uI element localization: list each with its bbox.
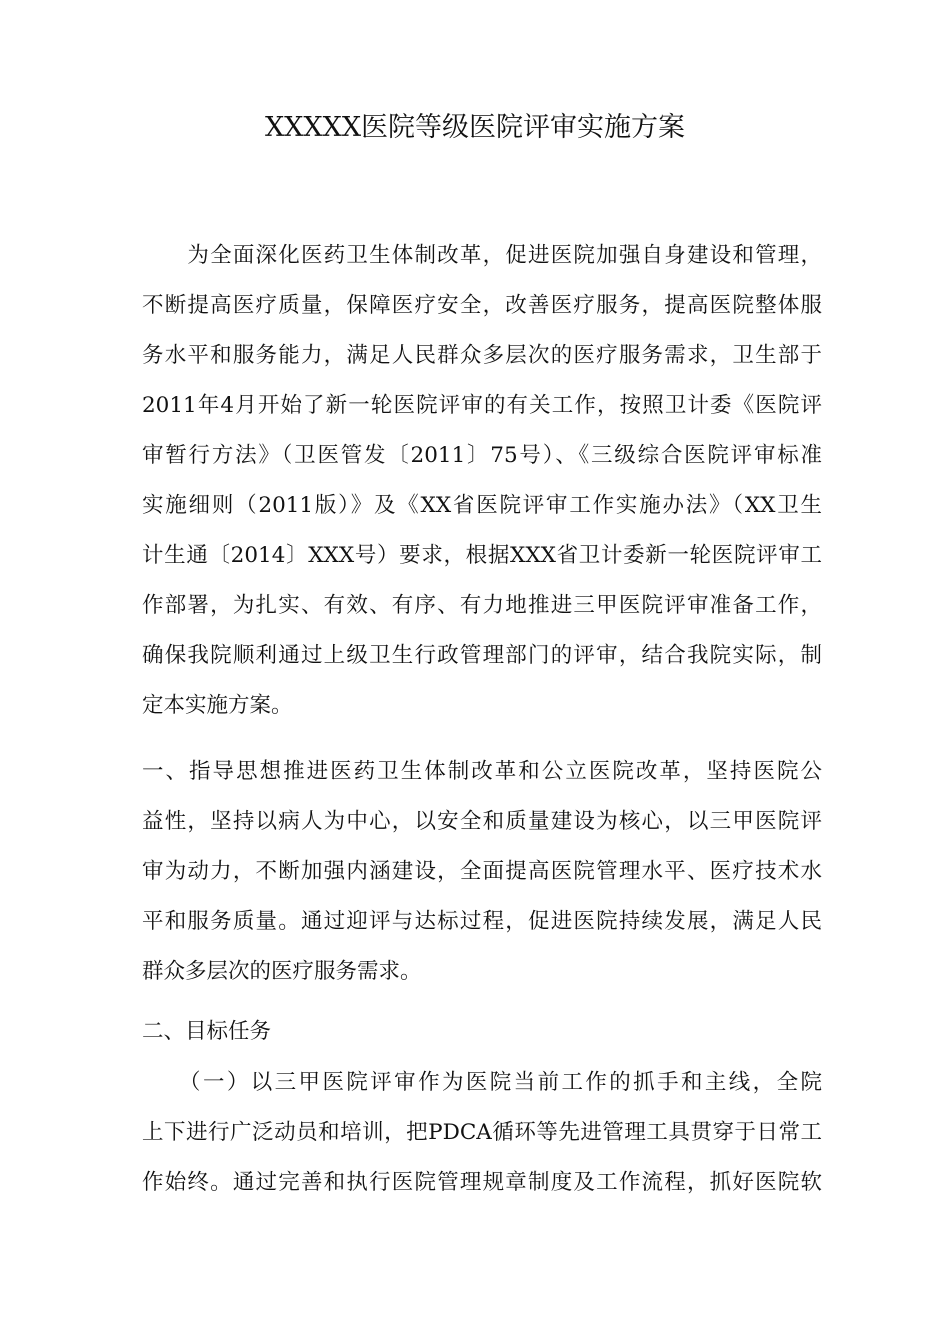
intro-line: 实施细则（2011版）》及《XX省医院评审工作实施办法》（XX卫生 <box>142 493 822 518</box>
section1-line: 一、指导思想推进医药卫生体制改革和公立医院改革，坚持医院公 <box>142 759 822 784</box>
section2-line: 上下进行广泛动员和培训，把PDCA循环等先进管理工具贯穿于日常工 <box>142 1120 822 1145</box>
section1-line: 审为动力，不断加强内涵建设，全面提高医院管理水平、医疗技术水 <box>142 859 822 884</box>
intro-line: 确保我院顺利通过上级卫生行政管理部门的评审，结合我院实际，制 <box>142 643 822 668</box>
section2-line: （一）以三甲医院评审作为医院当前工作的抓手和主线，全院 <box>142 1070 822 1095</box>
intro-line: 作部署，为扎实、有效、有序、有力地推进三甲医院评审准备工作， <box>142 593 822 618</box>
intro-line: 2011年4月开始了新一轮医院评审的有关工作，按照卫计委《医院评 <box>142 393 822 418</box>
section1-line: 益性，坚持以病人为中心，以安全和质量建设为核心，以三甲医院评 <box>142 809 822 834</box>
intro-line: 不断提高医疗质量，保障医疗安全，改善医疗服务，提高医院整体服 <box>142 293 822 318</box>
section2-heading: 二、目标任务 <box>142 1019 272 1044</box>
intro-line: 务水平和服务能力，满足人民群众多层次的医疗服务需求，卫生部于 <box>142 343 822 368</box>
section2-line: 作始终。通过完善和执行医院管理规章制度及工作流程，抓好医院软 <box>142 1170 822 1195</box>
intro-line: 为全面深化医药卫生体制改革，促进医院加强自身建设和管理， <box>142 243 822 268</box>
intro-line: 定本实施方案。 <box>142 693 293 718</box>
section1-line: 群众多层次的医疗服务需求。 <box>142 959 422 984</box>
intro-line: 计生通〔2014〕XXX号）要求，根据XXX省卫计委新一轮医院评审工 <box>142 543 822 568</box>
intro-line: 审暂行方法》（卫医管发〔2011〕75号）、《三级综合医院评审标准 <box>142 443 822 468</box>
document-title: XXXXX医院等级医院评审实施方案 <box>264 112 686 143</box>
section1-line: 平和服务质量。通过迎评与达标过程，促进医院持续发展，满足人民 <box>142 909 822 934</box>
